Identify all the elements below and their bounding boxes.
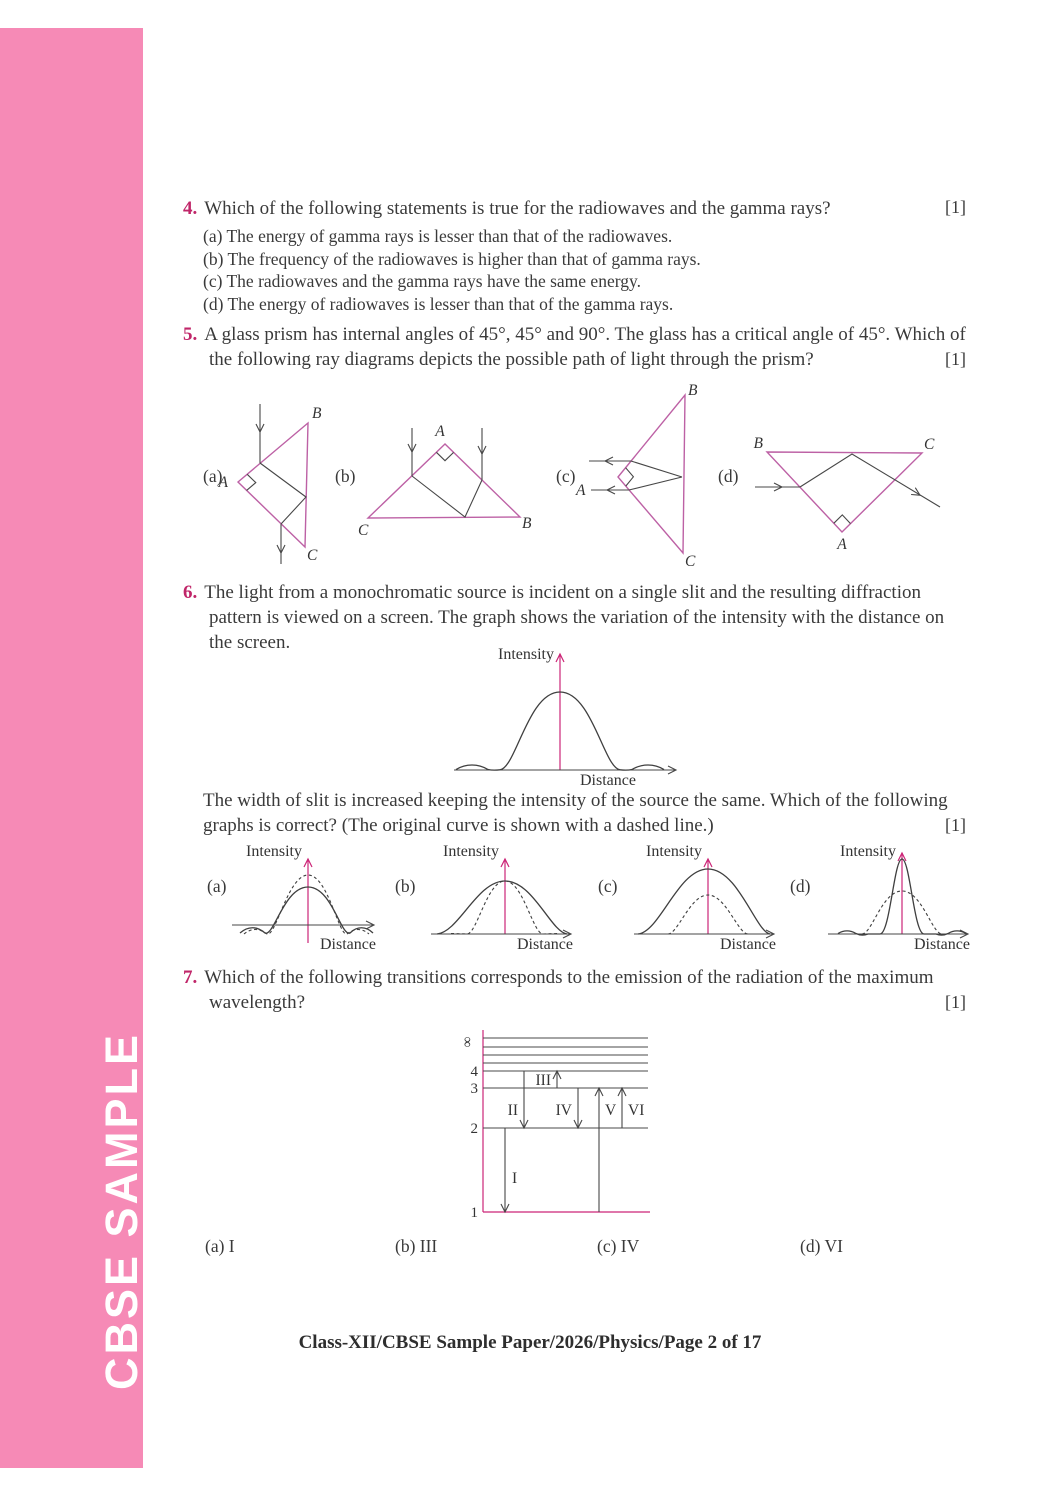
energy-level-4-label: 4	[470, 1064, 478, 1080]
prism-c-right-angle-mark	[626, 468, 634, 486]
question-5-text-line	[183, 322, 966, 372]
transition-I-label: I	[512, 1170, 518, 1187]
prism-d-exit-arrowhead	[911, 488, 920, 496]
transition-IV-label: IV	[555, 1102, 572, 1119]
prism-b-vertex-a-label: A	[435, 423, 445, 440]
graph-d-caption: (d)	[790, 876, 811, 896]
diffraction-main-graph	[440, 642, 690, 790]
option-graph-a	[228, 843, 380, 955]
question-7-option-d: (d) VI	[800, 1236, 843, 1256]
prism-c-caption: (c)	[556, 466, 576, 486]
question-6-part2	[183, 788, 966, 838]
graph-b-solid-curve	[437, 881, 567, 934]
question-6-number: 6.	[183, 582, 198, 603]
transition-II-label: II	[507, 1102, 518, 1119]
question-7-option-b: (b) III	[395, 1236, 438, 1256]
prism-d-internal-exit-ray	[800, 454, 940, 507]
graph-a-x-label: Distance	[320, 936, 376, 953]
graph-b-caption: (b)	[395, 876, 416, 896]
question-4-number: 4.	[183, 198, 198, 219]
graph-b-y-label: Intensity	[443, 843, 499, 860]
question-4-marks: [1]	[945, 197, 966, 217]
question-5-marks: [1]	[945, 349, 966, 370]
question-7-marks: [1]	[945, 992, 966, 1013]
question-6-marks: [1]	[945, 815, 966, 836]
question-6-text2-line	[183, 788, 966, 838]
question-4-option-a: (a) The energy of gamma rays is lesser than that of the radiowaves.	[203, 226, 673, 247]
graph-c-x-label: Distance	[720, 936, 776, 953]
question-7-text: Which of the following transitions corresponds to the emission of the radiation of the maximum wavelength?	[204, 967, 934, 1014]
graph-b-x-label: Distance	[517, 936, 573, 953]
transition-VI-label: VI	[628, 1102, 645, 1119]
graph-c-caption: (c)	[598, 876, 618, 896]
prism-diagram-c	[575, 382, 717, 570]
question-7-text-line	[183, 965, 966, 1015]
question-7-option-c: (c) IV	[597, 1236, 640, 1256]
prism-d-vertex-a-label: A	[837, 536, 847, 553]
prism-d-caption: (d)	[718, 466, 739, 486]
prism-b-vertex-b-label: B	[522, 515, 532, 532]
prism-b-right-angle-mark	[436, 452, 453, 460]
question-5-number: 5.	[183, 324, 198, 345]
question-5	[183, 322, 966, 372]
question-4-option-b: (b) The frequency of the radiowaves is higher than that of gamma rays.	[203, 248, 701, 269]
sample-watermark-band	[0, 28, 147, 1468]
prism-c-vertex-a-label: A	[576, 482, 586, 499]
question-4-text: Which of the following statements is true for the radiowaves and the gamma rays?	[204, 198, 831, 219]
energy-level-inf-label: ∞	[459, 1036, 475, 1048]
prism-a-caption: (a)	[203, 466, 223, 486]
prism-c-vertex-c-label: C	[685, 553, 696, 570]
prism-c-outline	[618, 395, 685, 553]
prism-d-vertex-c-label: C	[924, 436, 935, 453]
prism-b-outline	[368, 444, 520, 518]
question-4-option-c: (c) The radiowaves and the gamma rays have the same energy.	[203, 271, 641, 292]
energy-level-2-label: 2	[470, 1121, 478, 1137]
prism-diagram-a	[195, 396, 350, 574]
question-4-options	[183, 225, 966, 315]
prism-d-right-angle-mark	[834, 515, 851, 524]
graph-a-y-label: Intensity	[246, 843, 302, 860]
prism-diagram-d	[740, 435, 965, 563]
main-graph-x-label: Distance	[580, 772, 636, 789]
option-graph-c	[628, 843, 780, 955]
graph-c-y-label: Intensity	[646, 843, 702, 860]
transition-III-label: III	[535, 1072, 551, 1089]
prism-d-outline	[767, 452, 922, 532]
prism-a-vertex-a-label: A	[218, 474, 228, 491]
prism-b-internal-ray	[412, 476, 482, 517]
sample-watermark-text: CBSE SAMPLE	[96, 1031, 147, 1390]
question-6-text: The light from a monochromatic source is incident on a single slit and the resulting diffraction pattern is viewed on a screen. The graph shows the variation of the intensity with the distance on the screen.	[204, 582, 945, 654]
energy-level-1-label: 1	[470, 1205, 478, 1221]
prism-a-internal-ray	[260, 463, 306, 524]
question-7	[183, 965, 966, 1015]
question-4-option-d: (d) The energy of radiowaves is lesser than that of the gamma rays.	[203, 293, 674, 314]
graph-d-y-label: Intensity	[840, 843, 896, 860]
question-6-text2: The width of slit is increased keeping the intensity of the source the same. Which of the following graphs is correct? (The original curve is shown with a dashed line.)	[203, 790, 948, 837]
question-5-text: A glass prism has internal angles of 45°, 45° and 90°. The glass has a critical angle of 45°. Which of the following ray diagrams depicts the possible path of light through the prism?	[204, 324, 966, 371]
prism-a-outline	[238, 423, 308, 547]
main-graph-y-label: Intensity	[498, 646, 554, 663]
graph-a-caption: (a)	[207, 876, 227, 896]
graph-a-solid-curve	[240, 887, 373, 933]
option-graph-b	[425, 843, 577, 955]
transition-V-label: V	[605, 1102, 617, 1119]
energy-level-3-label: 3	[470, 1081, 478, 1097]
prism-d-vertex-b-label: B	[753, 435, 763, 452]
question-4-text-line	[183, 196, 966, 221]
prism-a-vertex-c-label: C	[307, 547, 318, 564]
question-4	[183, 196, 966, 315]
page-footer: Class-XII/CBSE Sample Paper/2026/Physics/Page 2 of 17	[298, 1332, 762, 1353]
prism-diagram-b	[352, 422, 537, 552]
question-7-number: 7.	[183, 967, 198, 988]
graph-d-x-label: Distance	[914, 936, 970, 953]
prism-b-vertex-c-label: C	[358, 522, 369, 539]
question-7-option-a: (a) I	[205, 1236, 235, 1256]
prism-a-right-angle-mark	[247, 474, 256, 490]
prism-c-upper-ray	[589, 461, 682, 477]
prism-b-caption: (b)	[335, 466, 356, 486]
option-graph-d	[822, 843, 974, 955]
energy-level-diagram	[452, 1025, 667, 1225]
prism-a-vertex-b-label: B	[312, 405, 322, 422]
graph-c-solid-curve	[638, 869, 770, 934]
prism-c-vertex-b-label: B	[688, 382, 698, 399]
prism-c-lower-ray	[591, 477, 682, 490]
